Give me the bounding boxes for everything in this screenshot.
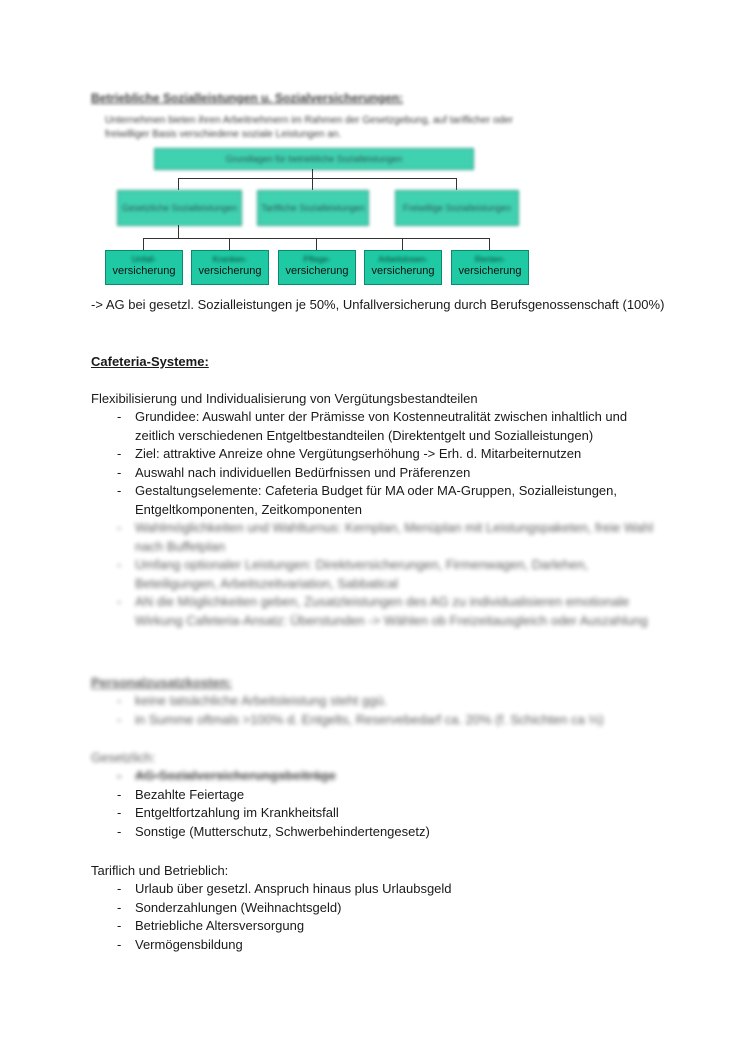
list-item: - Grundidee: Auswahl unter der Prämisse von Kostenneutralität zwischen inhaltlich und zeitlich verschiedenen Entgeltbestandteilen (Direktentgelt und Sozialleistungen) — [117, 408, 657, 445]
connector — [143, 238, 144, 250]
connector — [312, 178, 313, 190]
tariflich-list — [117, 880, 657, 954]
list-item: - Wahlmöglichkeiten und Wahlturnus: Kernplan, Menüplan mit Leistungspaketen, freie Wahl nach Buffetplan — [117, 519, 657, 556]
insurance-box — [105, 250, 183, 285]
connector — [178, 178, 179, 190]
list-item: - in Summe oftmals >100% d. Entgelts, Reservebedarf ca. 20% (f. Schichten ca ⅓) — [117, 711, 657, 730]
tariflich-heading: Tariflich und Betrieblich: — [91, 863, 229, 878]
gesetzlich-heading: Gesetzlich: — [91, 750, 156, 765]
connector — [178, 178, 456, 179]
employer-share-note: -> AG bei gesetzl. Sozialleistungen je 50%, Unfallversicherung durch Berufsgenossenschaft (100%) — [91, 297, 665, 312]
insurance-box — [191, 250, 269, 285]
diagram-level2-label: Freiwillige Sozialleistungen — [402, 202, 512, 213]
list-item: - Sonderzahlungen (Weihnachtsgeld) — [117, 899, 657, 918]
connector — [402, 238, 403, 250]
connector — [456, 178, 457, 190]
insurance-bottom-label: versicherung — [458, 265, 522, 277]
list-item: - Bezahlte Feiertage — [117, 786, 657, 805]
list-item: - Vermögensbildung — [117, 936, 657, 955]
insurance-box — [364, 250, 442, 285]
list-item: - Urlaub über gesetzl. Anspruch hinaus plus Urlaubsgeld — [117, 880, 657, 899]
list-item: - Betriebliche Altersversorgung — [117, 917, 657, 936]
gesetzlich-list — [117, 767, 657, 841]
list-item: - AN die Möglichkeiten geben, Zusatzleistungen des AG zu individualisieren emotionale Wirkung Cafeteria-Ansatz: Überstunden -> Wählen ob Freizeitausgleich oder Auszahlung — [117, 593, 657, 630]
diagram-level2-box — [395, 190, 519, 226]
cafeteria-lead: Flexibilisierung und Individualisierung von Vergütungsbestandteilen — [91, 391, 478, 406]
section-title: Betriebliche Sozialleistungen u. Sozialversicherungen: — [91, 91, 404, 105]
personal-list — [117, 692, 657, 729]
insurance-top-label: Arbeitslosen- — [378, 254, 428, 264]
insurance-top-label: Unfall- — [131, 254, 157, 264]
list-item: - AG-Sozialversicherungsbeiträge — [117, 767, 657, 786]
list-item: - Auswahl nach individuellen Bedürfnissen und Präferenzen — [117, 464, 657, 483]
insurance-top-label: Pflege- — [303, 254, 331, 264]
insurance-top-label: Renten- — [474, 254, 506, 264]
diagram-root-label: Grundlagen für betriebliche Sozialleistungen — [225, 153, 403, 164]
insurance-bottom-label: versicherung — [285, 265, 349, 277]
list-item: - Entgeltfortzahlung im Krankheitsfall — [117, 804, 657, 823]
connector — [178, 225, 179, 238]
diagram-level2-label: Tarifliche Sozialleistungen — [261, 202, 365, 213]
connector — [489, 238, 490, 250]
personal-heading: Personalzusatzkosten: — [91, 675, 232, 690]
insurance-bottom-label: versicherung — [371, 265, 435, 277]
cafeteria-heading: Cafeteria-Systeme: — [91, 354, 209, 369]
connector — [316, 238, 317, 250]
list-item: - Ziel: attraktive Anreize ohne Vergütungserhöhung -> Erh. d. Mitarbeiternutzen — [117, 445, 657, 464]
intro-text: Unternehmen bieten ihren Arbeitnehmern im Rahmen der Gesetzgebung, auf tariflicher oder freiwilliger Basis verschiedene soziale Leistungen an. — [105, 115, 514, 140]
connector — [229, 238, 230, 250]
diagram-root-box — [154, 148, 474, 170]
diagram-level2-label: Gesetzliche Sozialleistungen — [121, 202, 238, 213]
insurance-box — [451, 250, 529, 285]
insurance-bottom-label: versicherung — [112, 265, 176, 277]
list-item: - Umfang optionaler Leistungen: Direktversicherungen, Firmenwagen, Darlehen, Beteiligungen, Arbeitszeitvariation, Sabbatical — [117, 556, 657, 593]
list-item: - keine tatsächliche Arbeitsleistung steht ggü. — [117, 692, 657, 711]
insurance-bottom-label: versicherung — [198, 265, 262, 277]
connector — [312, 169, 313, 178]
insurance-box — [278, 250, 356, 285]
cafeteria-list — [117, 408, 657, 630]
list-item: - Sonstige (Mutterschutz, Schwerbehindertengesetz) — [117, 823, 657, 842]
insurance-top-label: Kranken- — [212, 254, 248, 264]
list-item: - Gestaltungselemente: Cafeteria Budget für MA oder MA-Gruppen, Sozialleistungen, Entgeltkomponenten, Zeitkomponenten — [117, 482, 657, 519]
diagram-level2-box — [257, 190, 369, 226]
diagram-level2-box — [117, 190, 242, 226]
